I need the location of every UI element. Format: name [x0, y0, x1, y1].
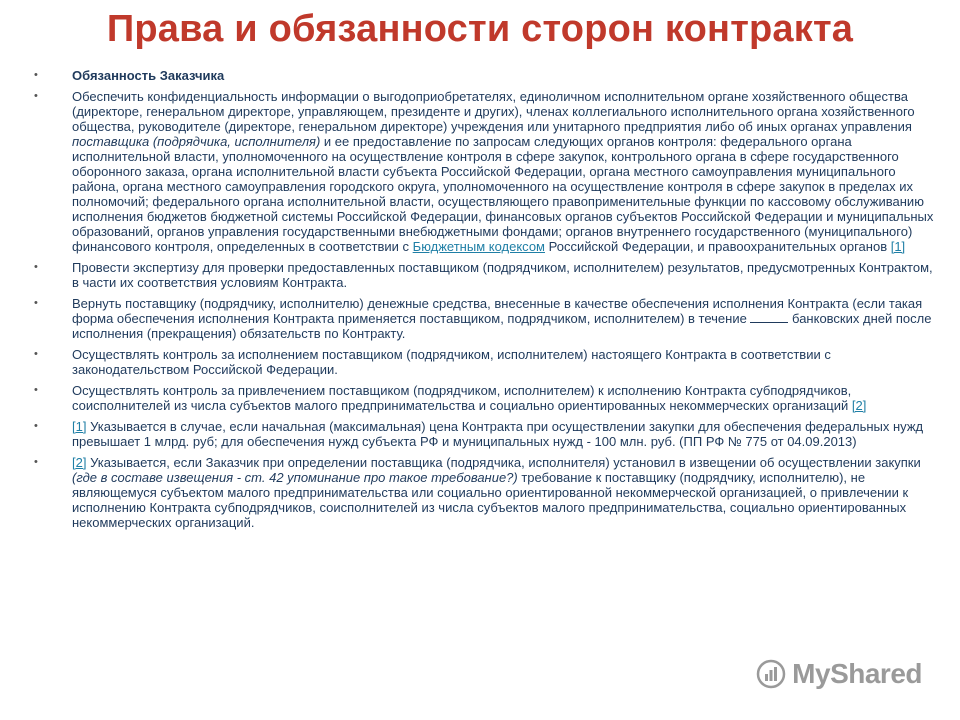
- footnote-1-backlink[interactable]: [1]: [72, 419, 87, 434]
- item4-text: Осуществлять контроль за исполнением поставщиком (подрядчиком, исполнителем) настоящего Контракта в соответствии с законодательством Российской Федерации.: [72, 347, 831, 377]
- list-item-footnote-1: [34, 419, 934, 449]
- item3-text-b: банковских дней после исполнения (прекращения) обязательств по Контракту.: [72, 311, 932, 341]
- logo-text: MyShared: [792, 658, 922, 689]
- footnote-2-backlink[interactable]: [2]: [72, 455, 87, 470]
- list-item-control-execution: [34, 347, 934, 377]
- chart-bars-icon: [756, 659, 786, 689]
- list-item-heading: [34, 68, 934, 83]
- footnote-2-text-b: требование к поставщику (подрядчику, исполнителю), не являющемуся субъектом малого предпринимательства или социально ориентированной некоммерческой организацией, о привлечении к исполнению Контракта субподрядчиков, соисполнителей из числа субъектов малого предпринимательства, социально ориентированных некоммерческих организаций.: [72, 470, 909, 530]
- list-item-expertise: [34, 260, 934, 290]
- footnote-1-text: Указывается в случае, если начальная (максимальная) цена Контракта при осуществлении закупки для обеспечения федеральных нужд превышает 1 млрд. руб; для обеспечения нужд субъекта РФ и муниципальных нужд - 100 млн. руб. (ПП РФ № 775 от 04.09.2013): [72, 419, 924, 449]
- footnote-ref-2[interactable]: [2]: [851, 398, 867, 413]
- item2-text: Провести экспертизу для проверки предоставленных поставщиком (подрядчиком, исполнителем) результатов, предусмотренных Контрактом, в части их соответствия условиям Контракта.: [72, 260, 933, 290]
- page-title: Права и обязанности сторон контракта: [106, 8, 854, 50]
- content-body: [34, 68, 934, 536]
- bullet-list: [34, 68, 934, 530]
- list-item-confidentiality: [34, 89, 934, 254]
- item3-text-a: Вернуть поставщику (подрядчику, исполнителю) денежные средства, внесенные в качестве обеспечения исполнения Контракта (если такая форма обеспечения исполнения Контракта применяется поставщиком, подрядчиком, исполнителем) в течение: [72, 296, 923, 326]
- item1-text-a: Обеспечить конфиденциальность информации о выгодоприобретателях, единоличном исполнительном органе хозяйственного общества (директоре, генеральном директоре, управляющем, президенте и других), членах коллегиального исполнительного органа хозяйственного общества, руководителе (директоре, генеральном директоре) учреждения или унитарного предприятия либо об иных органах управления: [72, 89, 915, 134]
- item5-text: Осуществлять контроль за привлечением поставщиком (подрядчиком, исполнителем) к исполнению Контракта субподрядчиков, соисполнителей из числа субъектов малого предпринимательства и социально ориентированных некоммерческих организаций: [72, 383, 852, 413]
- list-item-refund: [34, 296, 934, 341]
- budget-code-link[interactable]: Бюджетным кодексом: [412, 239, 545, 254]
- footnote-ref-1[interactable]: [1]: [890, 239, 906, 254]
- footnote-2-text-italic: (где в составе извещения - ст. 42 упоминание про такое требование?): [72, 470, 518, 485]
- footnote-2-text-a: Указывается, если Заказчик при определении поставщика (подрядчика, исполнителя) установил в извещении об осуществлении закупки: [86, 455, 921, 470]
- myshared-logo: [756, 658, 922, 690]
- section-heading: Обязанность Заказчика: [72, 68, 225, 83]
- list-item-footnote-2: [34, 455, 934, 530]
- item1-text-b: и ее предоставление по запросам следующих органов контроля: федерального органа исполнительной власти, уполномоченного на осуществление контроля в сфере закупок, контрольного органа в сфере государственного оборонного заказа, органа исполнительной власти субъекта Российской Федерации, органа местного самоуправления муниципального района, органа местного самоуправления городского округа, уполномоченного на осуществление контроля в сфере закупок в пределах их полномочий; федерального органа исполнительной власти, осуществляющего правоприменительные функции по кассовому обслуживанию исполнения бюджетов бюджетной системы Российской Федерации, финансовых органов субъектов Российской Федерации и муниципальных образований, органов управления государственными внебюджетными фондами; органов внутреннего государственного (муниципального) финансового контроля, определенных в соответствии с: [72, 134, 934, 254]
- item1-text-c: Российской Федерации, и правоохранительных органов: [545, 239, 891, 254]
- blank-line: [750, 312, 788, 323]
- item1-text-italic: поставщика (подрядчика, исполнителя): [72, 134, 321, 149]
- list-item-control-subcontractors: [34, 383, 934, 413]
